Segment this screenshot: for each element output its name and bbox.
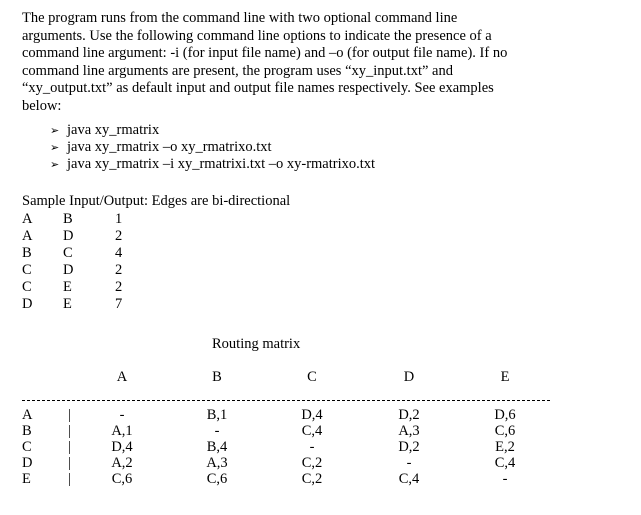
matrix-column-header: C bbox=[307, 369, 317, 385]
matrix-cell: C,2 bbox=[301, 471, 323, 487]
paragraph-line: arguments. Use the following command line options to indicate the presence of a bbox=[22, 27, 492, 44]
edge-from: C bbox=[22, 279, 32, 295]
paragraph-line: The program runs from the command line with two optional command line bbox=[22, 10, 458, 26]
command-text: java xy_rmatrix –o xy_rmatrixo.txt bbox=[67, 139, 272, 155]
matrix-cell: D,2 bbox=[398, 407, 420, 423]
matrix-cell: C,6 bbox=[494, 423, 516, 439]
edge-to: B bbox=[63, 211, 73, 227]
paragraph-line: command line arguments are present, the program uses “xy_input.txt” and bbox=[22, 62, 453, 79]
matrix-cell: A,3 bbox=[398, 423, 420, 439]
matrix-cell: D,4 bbox=[111, 439, 133, 455]
matrix-cell: D,2 bbox=[398, 439, 420, 455]
matrix-cell: - bbox=[119, 407, 125, 423]
edge-to: C bbox=[63, 245, 73, 261]
matrix-row-label: C bbox=[22, 439, 32, 455]
matrix-cell: - bbox=[309, 439, 315, 455]
matrix-cell: - bbox=[214, 423, 220, 439]
matrix-row-label: A bbox=[22, 407, 33, 423]
matrix-cell: C,4 bbox=[494, 455, 516, 471]
matrix-cell: A,2 bbox=[111, 455, 133, 471]
matrix-row-label: B bbox=[22, 423, 32, 439]
edge-weight: 4 bbox=[115, 245, 123, 261]
paragraph-line: “xy_output.txt” as default input and output file names respectively. See examples bbox=[22, 80, 494, 97]
edge-to: E bbox=[63, 279, 72, 295]
matrix-cell: C,4 bbox=[301, 423, 323, 439]
matrix-cell: B,1 bbox=[206, 407, 228, 423]
matrix-row-label: D bbox=[22, 455, 33, 471]
command-text: java xy_rmatrix –i xy_rmatrixi.txt –o xy-rmatrixo.txt bbox=[67, 156, 376, 172]
matrix-cell: B,4 bbox=[206, 439, 228, 455]
matrix-column-header: E bbox=[500, 369, 510, 385]
command-example bbox=[50, 122, 159, 139]
matrix-title: Routing matrix bbox=[212, 336, 301, 352]
edge-from: A bbox=[22, 228, 33, 244]
matrix-cell: C,6 bbox=[111, 471, 133, 487]
edge-weight: 2 bbox=[115, 228, 123, 244]
matrix-cell: A,1 bbox=[111, 423, 133, 439]
matrix-cell: C,4 bbox=[398, 471, 420, 487]
matrix-cell: C,2 bbox=[301, 455, 323, 471]
command-example bbox=[50, 139, 272, 156]
matrix-separator: | bbox=[68, 439, 71, 455]
sample-heading: Sample Input/Output: Edges are bi-directional bbox=[22, 193, 291, 209]
edge-from: D bbox=[22, 296, 33, 312]
command-example bbox=[50, 156, 375, 173]
arrow-bullet-icon: ➢ bbox=[50, 124, 60, 137]
matrix-cell: A,3 bbox=[206, 455, 228, 471]
edge-from: C bbox=[22, 262, 32, 278]
instructions-paragraph bbox=[22, 10, 622, 116]
edge-weight: 1 bbox=[115, 211, 123, 227]
arrow-bullet-icon: ➢ bbox=[50, 158, 60, 171]
matrix-row-label: E bbox=[22, 471, 31, 487]
edge-from: A bbox=[22, 211, 33, 227]
matrix-cell: - bbox=[502, 471, 508, 487]
matrix-cell: C,6 bbox=[206, 471, 228, 487]
edge-weight: 2 bbox=[115, 279, 123, 295]
matrix-separator: | bbox=[68, 455, 71, 471]
edge-weight: 7 bbox=[115, 296, 123, 312]
matrix-cell: D,4 bbox=[301, 407, 323, 423]
matrix-column-header: D bbox=[403, 369, 415, 385]
matrix-cell: D,6 bbox=[494, 407, 516, 423]
matrix-cell: - bbox=[406, 455, 412, 471]
edge-to: D bbox=[63, 228, 74, 244]
edge-to: D bbox=[63, 262, 74, 278]
matrix-separator: | bbox=[68, 423, 71, 439]
edge-weight: 2 bbox=[115, 262, 123, 278]
matrix-cell: E,2 bbox=[495, 439, 515, 455]
command-text: java xy_rmatrix bbox=[67, 122, 160, 138]
matrix-column-header: A bbox=[116, 369, 128, 385]
paragraph-line: below: bbox=[22, 97, 62, 114]
paragraph-line: command line argument: -i (for input file name) and –o (for output file name). If no bbox=[22, 45, 508, 62]
matrix-column-header: B bbox=[212, 369, 222, 385]
edge-to: E bbox=[63, 296, 72, 312]
matrix-separator: | bbox=[68, 471, 71, 487]
matrix-divider bbox=[22, 400, 550, 401]
matrix-separator: | bbox=[68, 407, 71, 423]
edge-from: B bbox=[22, 245, 32, 261]
arrow-bullet-icon: ➢ bbox=[50, 141, 60, 154]
